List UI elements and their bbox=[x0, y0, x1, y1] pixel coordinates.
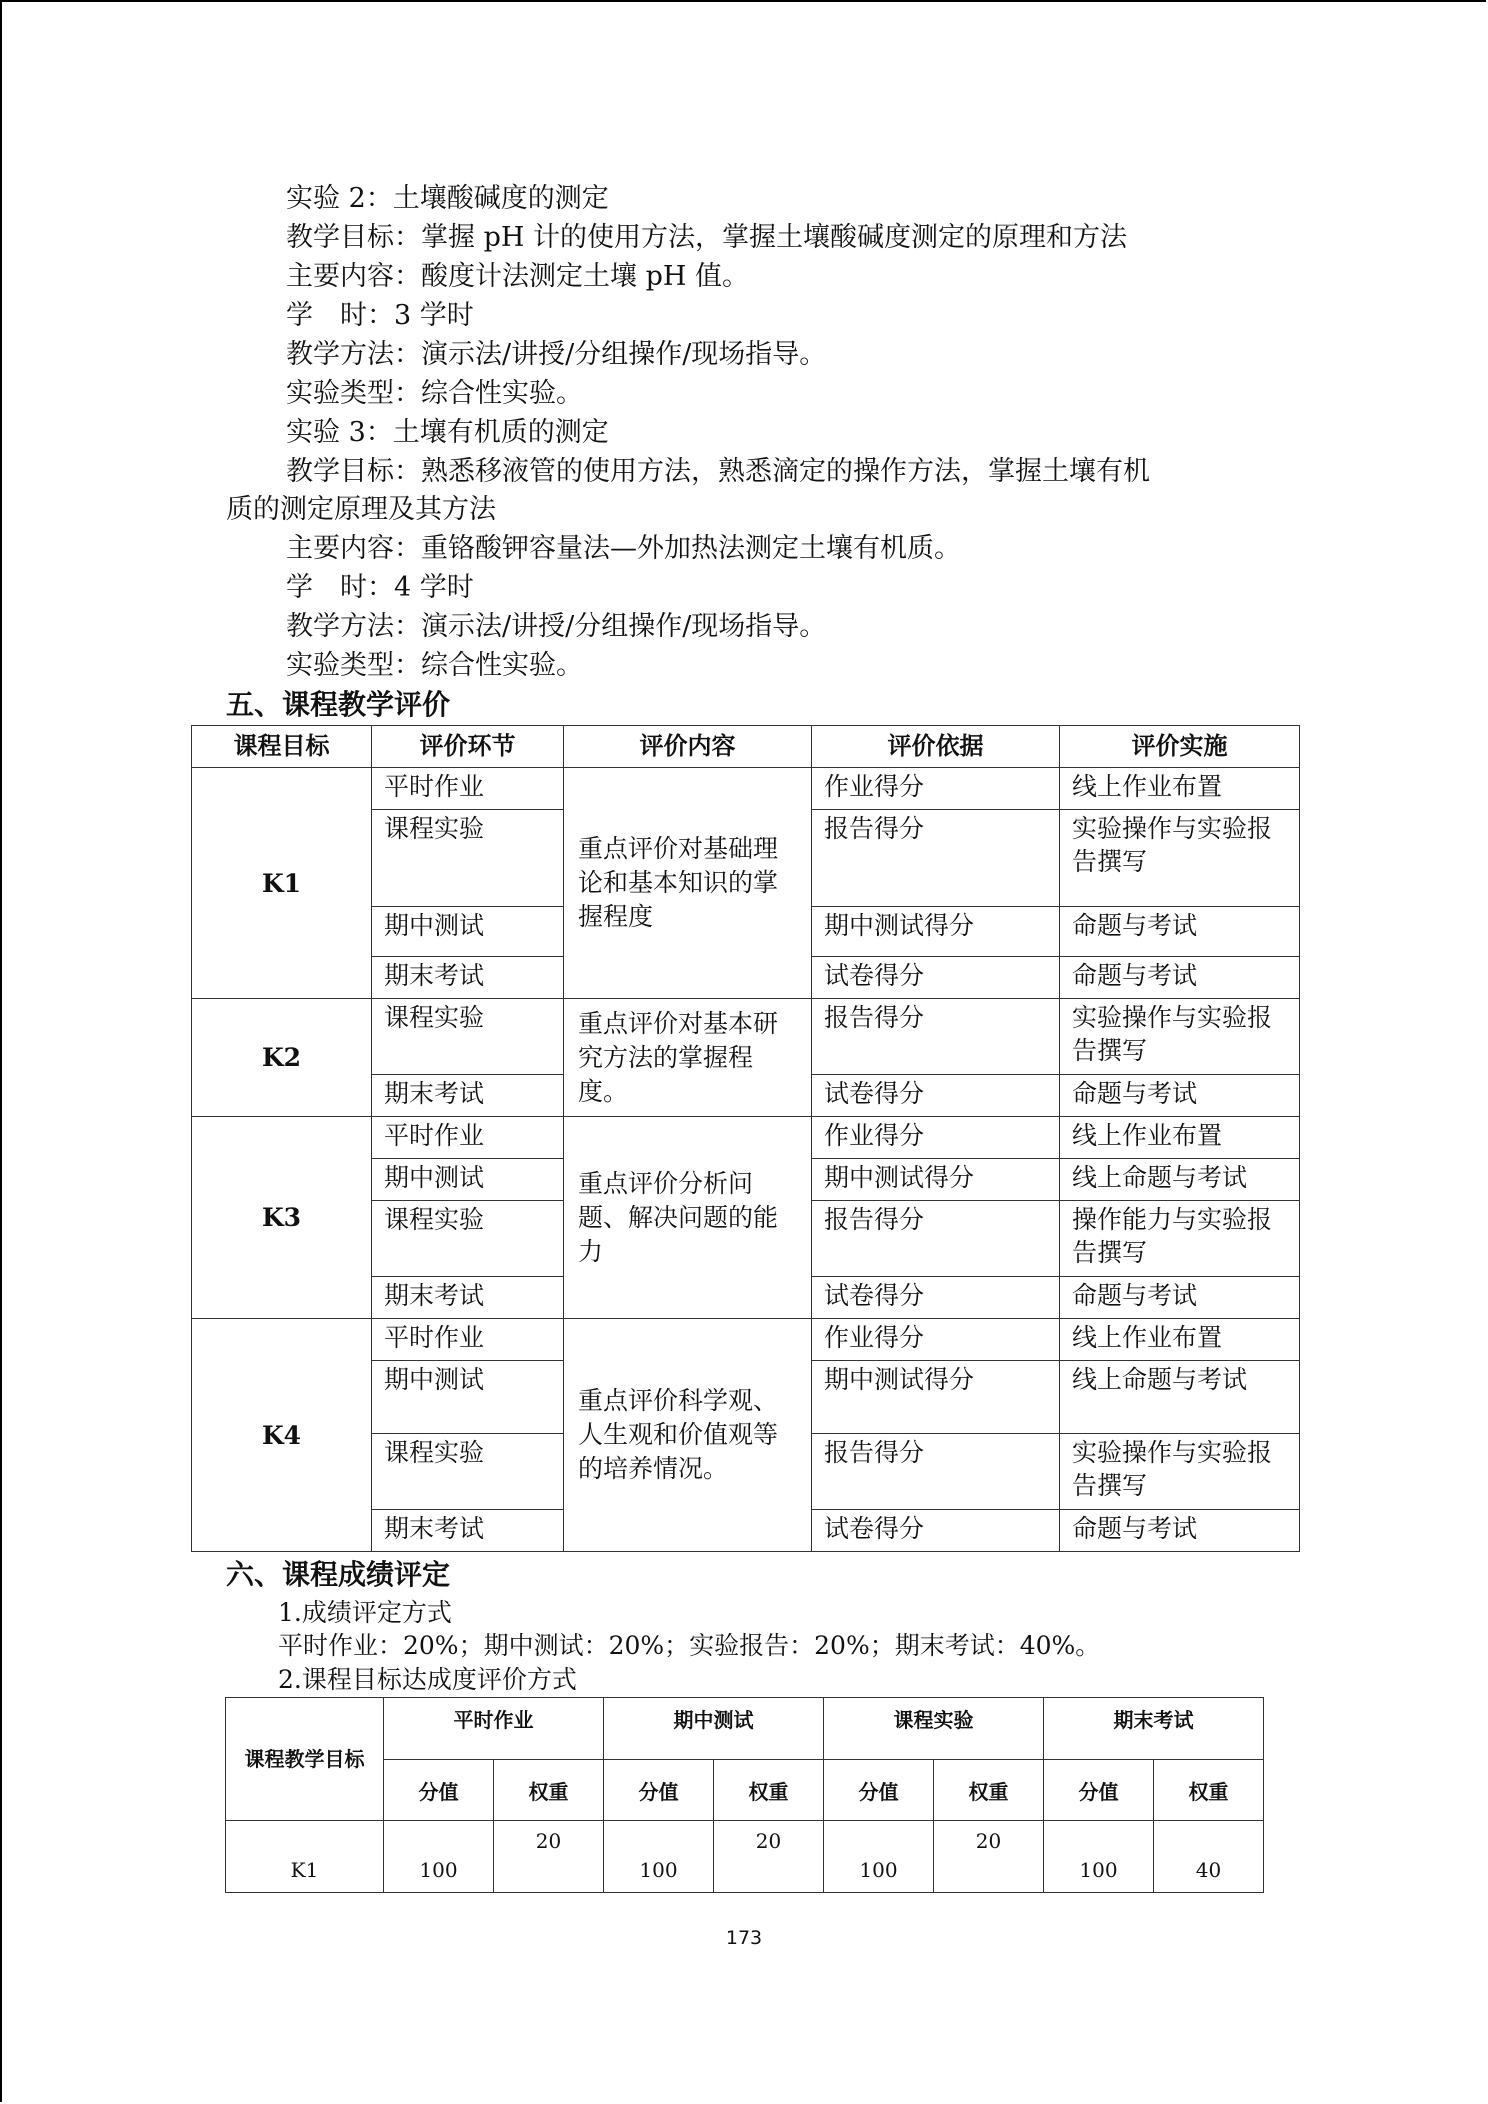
experiment-3-title: 实验 3：土壤有机质的测定 bbox=[286, 417, 609, 448]
impl-cell: 实验操作与实验报告撰写 bbox=[1060, 999, 1300, 1075]
value-cell: 40 bbox=[1154, 1821, 1264, 1893]
experiment-3-type: 实验类型：综合性实验。 bbox=[286, 650, 583, 681]
basis-cell: 试卷得分 bbox=[812, 957, 1060, 999]
basis-cell: 报告得分 bbox=[812, 1434, 1060, 1510]
stage-cell: 平时作业 bbox=[372, 768, 564, 810]
impl-cell: 线上命题与考试 bbox=[1060, 1361, 1300, 1434]
value-cell: 20 bbox=[494, 1821, 604, 1893]
impl-cell: 实验操作与实验报告撰写 bbox=[1060, 1434, 1300, 1510]
basis-cell: 报告得分 bbox=[812, 999, 1060, 1075]
basis-cell: 期中测试得分 bbox=[812, 1361, 1060, 1434]
subcol-weight: 权重 bbox=[714, 1760, 824, 1821]
experiment-2-content: 主要内容：酸度计法测定土壤 pH 值。 bbox=[286, 261, 749, 292]
goal-cell: K3 bbox=[192, 1117, 372, 1319]
group-header: 课程实验 bbox=[824, 1698, 1044, 1760]
score-table bbox=[225, 1697, 1264, 1893]
content-cell: 重点评价对基础理论和基本知识的掌握程度 bbox=[564, 768, 812, 999]
impl-cell: 命题与考试 bbox=[1060, 907, 1300, 957]
goal-cell: K4 bbox=[192, 1319, 372, 1552]
basis-cell: 期中测试得分 bbox=[812, 1159, 1060, 1201]
subcol-weight: 权重 bbox=[934, 1760, 1044, 1821]
stage-cell: 课程实验 bbox=[372, 810, 564, 907]
impl-cell: 线上作业布置 bbox=[1060, 1319, 1300, 1361]
basis-cell: 作业得分 bbox=[812, 1319, 1060, 1361]
stage-cell: 期末考试 bbox=[372, 1510, 564, 1552]
goal-cell: K2 bbox=[192, 999, 372, 1117]
subcol-score: 分值 bbox=[1044, 1760, 1154, 1821]
stage-cell: 课程实验 bbox=[372, 999, 564, 1075]
stage-cell: 课程实验 bbox=[372, 1201, 564, 1277]
basis-cell: 作业得分 bbox=[812, 768, 1060, 810]
impl-cell: 线上作业布置 bbox=[1060, 1117, 1300, 1159]
stage-cell: 课程实验 bbox=[372, 1434, 564, 1510]
impl-cell: 命题与考试 bbox=[1060, 1075, 1300, 1117]
impl-cell: 命题与考试 bbox=[1060, 1510, 1300, 1552]
basis-cell: 报告得分 bbox=[812, 1201, 1060, 1277]
basis-cell: 试卷得分 bbox=[812, 1277, 1060, 1319]
table-row bbox=[192, 768, 1300, 810]
experiment-3-goal-cont: 质的测定原理及其方法 bbox=[226, 494, 496, 525]
subcol-score: 分值 bbox=[824, 1760, 934, 1821]
value-cell: 100 bbox=[384, 1821, 494, 1893]
basis-cell: 试卷得分 bbox=[812, 1510, 1060, 1552]
section6-title: 六、课程成绩评定 bbox=[226, 1558, 451, 1591]
content-cell: 重点评价科学观、人生观和价值观等的培养情况。 bbox=[564, 1319, 812, 1552]
experiment-3-hours: 学 时：4 学时 bbox=[286, 572, 474, 603]
subcol-weight: 权重 bbox=[494, 1760, 604, 1821]
experiment-2-type: 实验类型：综合性实验。 bbox=[286, 378, 583, 409]
header-content: 评价内容 bbox=[564, 726, 812, 768]
subcol-score: 分值 bbox=[384, 1760, 494, 1821]
goal-cell: K1 bbox=[192, 768, 372, 999]
stage-cell: 期中测试 bbox=[372, 1361, 564, 1434]
goal-cell: K1 bbox=[226, 1821, 384, 1893]
header-stage: 评价环节 bbox=[372, 726, 564, 768]
value-cell: 100 bbox=[604, 1821, 714, 1893]
subcol-score: 分值 bbox=[604, 1760, 714, 1821]
stage-cell: 平时作业 bbox=[372, 1319, 564, 1361]
experiment-3-content: 主要内容：重铬酸钾容量法—外加热法测定土壤有机质。 bbox=[286, 533, 961, 564]
impl-cell: 操作能力与实验报告撰写 bbox=[1060, 1201, 1300, 1277]
table-row bbox=[192, 999, 1300, 1075]
stage-cell: 平时作业 bbox=[372, 1117, 564, 1159]
content-cell: 重点评价对基本研究方法的掌握程度。 bbox=[564, 999, 812, 1117]
stage-cell: 期末考试 bbox=[372, 1277, 564, 1319]
value-cell: 20 bbox=[714, 1821, 824, 1893]
table-row bbox=[192, 1117, 1300, 1159]
basis-cell: 报告得分 bbox=[812, 810, 1060, 907]
header-goal: 课程目标 bbox=[192, 726, 372, 768]
impl-cell: 线上作业布置 bbox=[1060, 768, 1300, 810]
section5-title: 五、课程教学评价 bbox=[226, 688, 451, 721]
experiment-2-hours: 学 时：3 学时 bbox=[286, 300, 474, 331]
impl-cell: 命题与考试 bbox=[1060, 1277, 1300, 1319]
subcol-weight: 权重 bbox=[1154, 1760, 1264, 1821]
page-number: 173 bbox=[725, 1927, 763, 1949]
experiment-2-method: 教学方法：演示法/讲授/分组操作/现场指导。 bbox=[286, 339, 827, 370]
section6-sub1: 1.成绩评定方式 bbox=[278, 1598, 452, 1627]
score-header-row bbox=[226, 1698, 1264, 1760]
section6-sub2: 2.课程目标达成度评价方式 bbox=[278, 1665, 577, 1694]
row-header: 课程教学目标 bbox=[226, 1698, 384, 1821]
experiment-2-title: 实验 2：土壤酸碱度的测定 bbox=[286, 183, 609, 214]
stage-cell: 期末考试 bbox=[372, 1075, 564, 1117]
experiment-3-goal: 教学目标：熟悉移液管的使用方法，熟悉滴定的操作方法，掌握土壤有机 bbox=[286, 456, 1150, 487]
section6-weights: 平时作业：20%；期中测试：20%；实验报告：20%；期末考试：40%。 bbox=[278, 1631, 1101, 1660]
evaluation-header-row bbox=[192, 726, 1300, 768]
stage-cell: 期中测试 bbox=[372, 907, 564, 957]
impl-cell: 实验操作与实验报告撰写 bbox=[1060, 810, 1300, 907]
impl-cell: 命题与考试 bbox=[1060, 957, 1300, 999]
impl-cell: 线上命题与考试 bbox=[1060, 1159, 1300, 1201]
table-row bbox=[192, 1319, 1300, 1361]
value-cell: 100 bbox=[1044, 1821, 1154, 1893]
basis-cell: 期中测试得分 bbox=[812, 907, 1060, 957]
group-header: 期中测试 bbox=[604, 1698, 824, 1760]
experiment-2-goal: 教学目标：掌握 pH 计的使用方法，掌握土壤酸碱度测定的原理和方法 bbox=[286, 222, 1127, 253]
basis-cell: 试卷得分 bbox=[812, 1075, 1060, 1117]
group-header: 期末考试 bbox=[1044, 1698, 1264, 1760]
experiment-3-method: 教学方法：演示法/讲授/分组操作/现场指导。 bbox=[286, 611, 827, 642]
table-row bbox=[226, 1821, 1264, 1893]
stage-cell: 期中测试 bbox=[372, 1159, 564, 1201]
content-cell: 重点评价分析问题、解决问题的能力 bbox=[564, 1117, 812, 1319]
basis-cell: 作业得分 bbox=[812, 1117, 1060, 1159]
value-cell: 20 bbox=[934, 1821, 1044, 1893]
stage-cell: 期末考试 bbox=[372, 957, 564, 999]
group-header: 平时作业 bbox=[384, 1698, 604, 1760]
header-basis: 评价依据 bbox=[812, 726, 1060, 768]
evaluation-table bbox=[191, 725, 1300, 1552]
header-impl: 评价实施 bbox=[1060, 726, 1300, 768]
value-cell: 100 bbox=[824, 1821, 934, 1893]
